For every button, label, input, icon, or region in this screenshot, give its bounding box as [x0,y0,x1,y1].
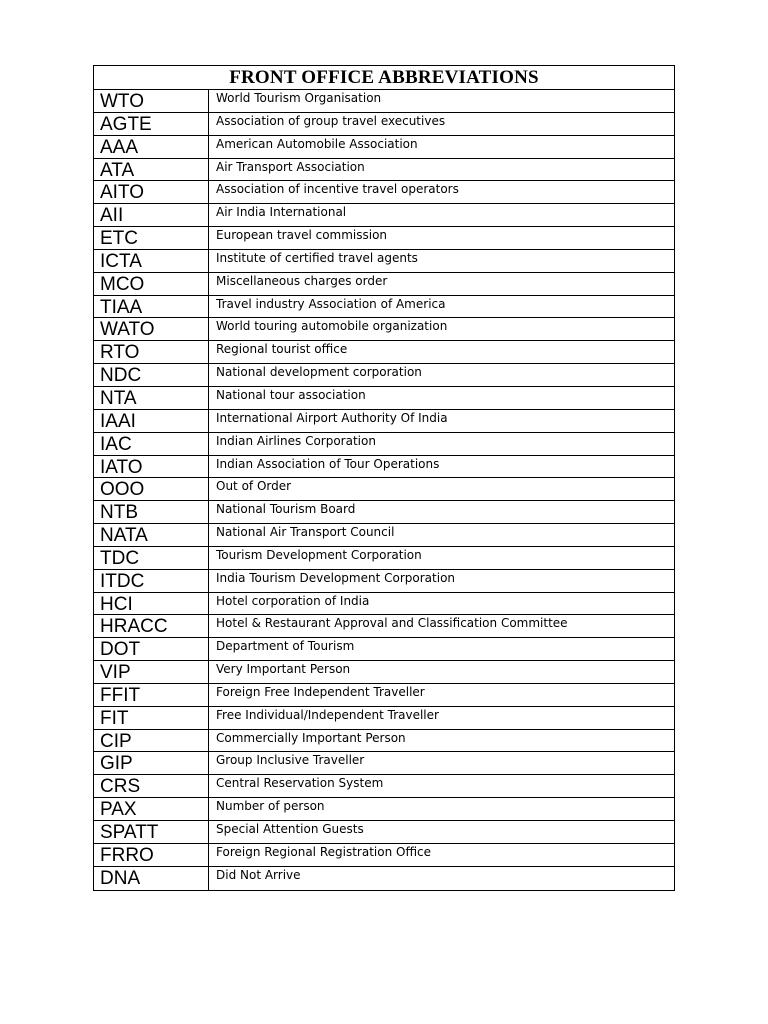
description-cell: Department of Tourism [216,639,355,654]
abbreviation-cell: ITDC [94,570,209,592]
table-row [94,524,674,547]
table-row [94,547,674,570]
table-row [94,181,674,204]
abbreviations-table [93,65,675,891]
table-row [94,684,674,707]
description-cell: American Automobile Association [216,136,418,151]
abbreviation-cell: HCI [94,593,209,615]
abbreviation-cell: NTA [94,387,209,409]
abbreviation-cell: AAA [94,136,209,158]
table-row [94,296,674,319]
description-cell: World touring automobile organization [216,319,448,334]
description-cell: Group Inclusive Traveller [216,753,365,768]
description-cell: Regional tourist office [216,342,348,357]
table-row [94,136,674,159]
abbreviation-cell: MCO [94,273,209,295]
abbreviation-cell: PAX [94,798,209,820]
table-row [94,364,674,387]
table-row [94,410,674,433]
table-row [94,341,674,364]
abbreviation-cell: IATO [94,456,209,478]
abbreviation-cell: DOT [94,638,209,660]
abbreviation-cell: WTO [94,90,209,112]
table-row [94,661,674,684]
table-row [94,730,674,753]
abbreviation-cell: DNA [94,867,209,890]
table-row [94,250,674,273]
abbreviation-cell: NATA [94,524,209,546]
description-cell: Foreign Free Independent Traveller [216,684,425,699]
abbreviation-cell: NTB [94,501,209,523]
table-row [94,593,674,616]
description-cell: Association of group travel executives [216,113,446,128]
description-cell: Air Transport Association [216,159,365,174]
abbreviation-cell: GIP [94,752,209,774]
abbreviation-cell: IAAI [94,410,209,432]
description-cell: Indian Airlines Corporation [216,433,376,448]
table-row [94,273,674,296]
table-row [94,204,674,227]
abbreviation-cell: ETC [94,227,209,249]
abbreviation-cell: TDC [94,547,209,569]
description-cell: International Airport Authority Of India [216,410,448,425]
table-row [94,433,674,456]
description-cell: Foreign Regional Registration Office [216,844,432,859]
description-cell: Central Reservation System [216,776,384,791]
description-cell: Miscellaneous charges order [216,273,388,288]
description-cell: World Tourism Organisation [216,91,382,105]
description-cell: European travel commission [216,228,388,243]
description-cell: Hotel & Restaurant Approval and Classification Committee [216,616,568,631]
description-cell: India Tourism Development Corporation [216,570,456,585]
abbreviation-cell: IAC [94,433,209,455]
abbreviation-cell: VIP [94,661,209,683]
table-row [94,501,674,524]
table-row [94,707,674,730]
abbreviation-cell: AGTE [94,113,209,135]
table-row [94,615,674,638]
abbreviation-cell: AITO [94,181,209,203]
table-row [94,318,674,341]
description-cell: National tour association [216,387,366,402]
description-cell: Hotel corporation of India [216,593,370,608]
table-row [94,478,674,501]
abbreviation-cell: OOO [94,478,209,500]
table-row [94,821,674,844]
abbreviation-cell: FFIT [94,684,209,706]
description-cell: Did Not Arrive [216,867,301,882]
description-cell: Tourism Development Corporation [216,547,422,562]
abbreviation-cell: CRS [94,775,209,797]
description-cell: Special Attention Guests [216,822,364,836]
description-cell: Number of person [216,799,325,814]
abbreviation-cell: FRRO [94,844,209,866]
description-cell: Out of Order [216,479,292,494]
table-row [94,844,674,867]
abbreviation-cell: WATO [94,318,209,340]
description-cell: Commercially Important Person [216,730,406,745]
description-cell: National Air Transport Council [216,525,395,540]
description-cell: Association of incentive travel operators [216,182,459,197]
abbreviation-cell: AII [94,204,209,226]
description-cell: National Tourism Board [216,502,356,517]
description-cell: Institute of certified travel agents [216,250,418,265]
description-cell: Travel industry Association of America [216,296,446,311]
abbreviation-cell: NDC [94,364,209,386]
abbreviation-cell: FIT [94,707,209,729]
table-row [94,90,674,113]
table-row [94,638,674,661]
table-row [94,775,674,798]
abbreviation-cell: ICTA [94,250,209,272]
abbreviation-cell: RTO [94,341,209,363]
table-row [94,113,674,136]
abbreviation-cell: SPATT [94,821,209,843]
table-row [94,159,674,182]
description-cell: Air India International [216,205,347,220]
table-row [94,387,674,410]
description-cell: National development corporation [216,365,422,380]
description-cell: Free Individual/Independent Traveller [216,707,439,722]
abbreviation-cell: HRACC [94,615,209,637]
table-body [94,90,674,890]
abbreviation-cell: ATA [94,159,209,181]
table-row [94,227,674,250]
table-title: FRONT OFFICE ABBREVIATIONS [94,66,674,90]
abbreviation-cell: TIAA [94,296,209,318]
table-row [94,867,674,890]
table-row [94,456,674,479]
description-cell: Very Important Person [216,662,351,677]
table-row [94,798,674,821]
description-cell: Indian Association of Tour Operations [216,456,440,471]
abbreviation-cell: CIP [94,730,209,752]
table-row [94,570,674,593]
table-row [94,752,674,775]
